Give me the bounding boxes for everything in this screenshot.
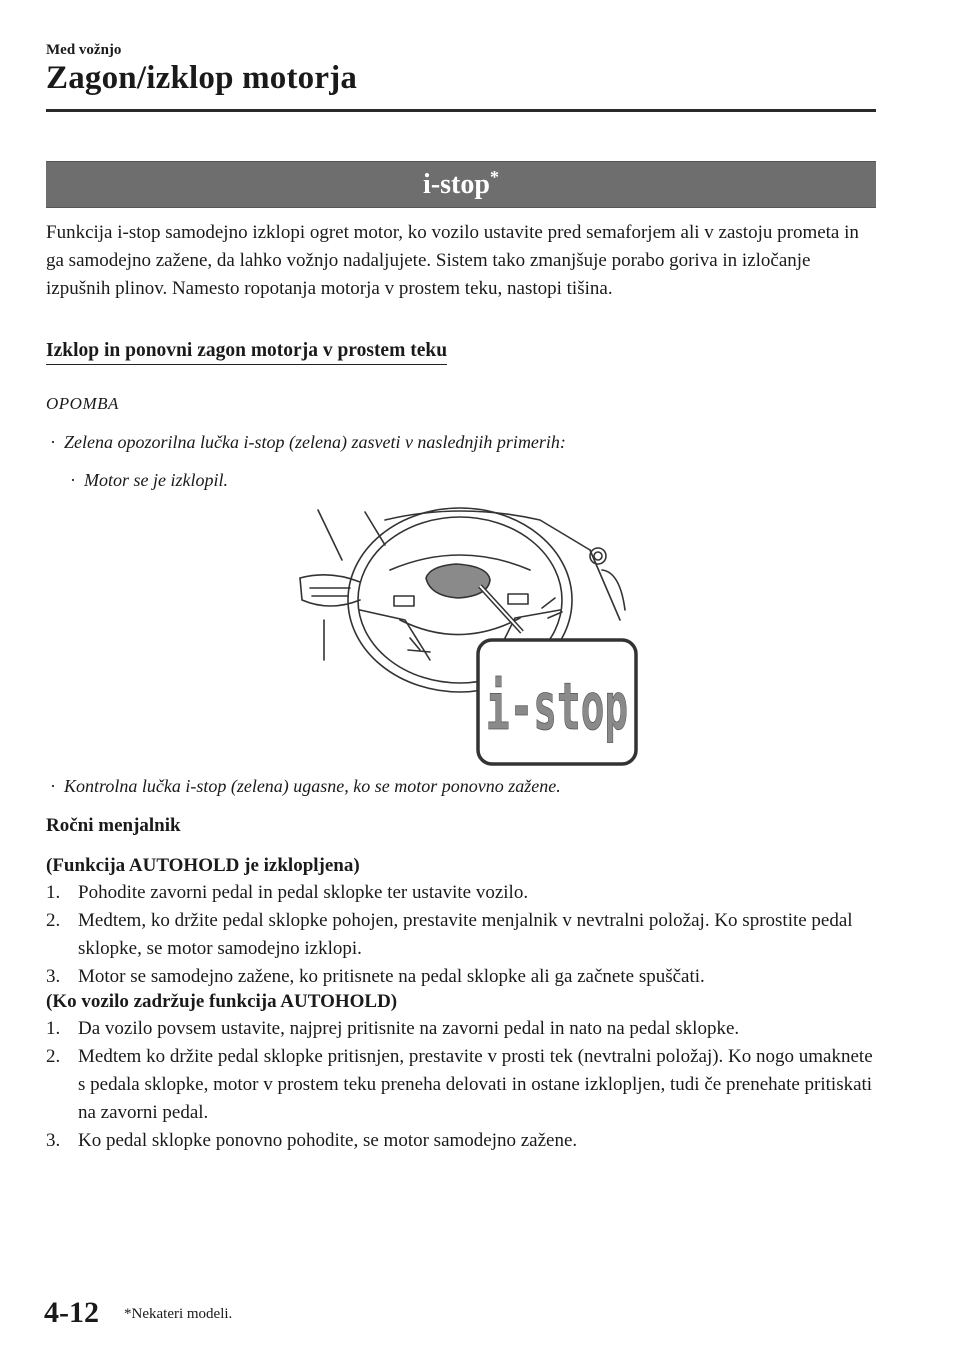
step-number: 3. (46, 1130, 61, 1151)
footnote: *Nekateri modeli. (124, 1306, 233, 1322)
note-bullet (50, 432, 566, 453)
istop-indicator-lamp (426, 564, 490, 598)
title-rule (46, 109, 876, 112)
note-bullet-text: Zelena opozorilna lučka i-stop (zelena) zasveti v naslednjih primerih: (64, 432, 566, 452)
autohold-on-heading: (Ko vozilo zadržuje funkcija AUTOHOLD) (46, 991, 398, 1012)
step-number: 2. (46, 910, 61, 931)
istop-callout-label: i-stop (485, 668, 629, 745)
bullet-dot: · (50, 432, 56, 452)
step-text: Ko pedal sklopke ponovno pohodite, se motor samodejno zažene. (78, 1130, 578, 1151)
step-number: 1. (46, 882, 61, 903)
page-title: Zagon/izklop motorja (46, 60, 358, 96)
step-text: Motor se samodejno zažene, ko pritisnete na pedal sklopke ali ga začnete spuščati. (78, 966, 705, 987)
step-text: Medtem ko držite pedal sklopke pritisnjen, prestavite v prosti tek (nevtralni položaj). Ko nogo umaknete s pedala sklopke, motor v prostem teku preneha delovati in ostane izklopljen, tudi če prenehate pritiskati na zavorni pedal. (78, 1046, 873, 1123)
step-3-group1 (46, 963, 876, 991)
note-bullet (50, 776, 561, 797)
subheading: Izklop in ponovni zagon motorja v prostem teku (46, 340, 447, 365)
intro-paragraph: Funkcija i-stop samodejno izklopi ogret motor, ko vozilo ustavite pred semaforjem ali v zastoju prometa in ga samodejno zažene, da lahko vožnjo nadaljujete. Sistem tako zmanjšuje porabo goriva in izločanje izpušnih plinov. Namesto ropotanja motorja v prostem teku, nastopi tišina. (46, 222, 859, 299)
step-text: Pohodite zavorni pedal in pedal sklopke ter ustavite vozilo. (78, 882, 529, 903)
breadcrumb: Med vožnjo (46, 42, 122, 58)
bullet-dot: · (50, 776, 56, 796)
bullet-dot: · (70, 470, 76, 490)
step-2-group2 (46, 1043, 876, 1127)
manual-transmission-heading: Ročni menjalnik (46, 815, 181, 836)
step-number: 3. (46, 966, 61, 987)
note-bullet-text: Kontrolna lučka i-stop (zelena) ugasne, ko se motor ponovno zažene. (64, 776, 561, 796)
page-number: 4-12 (44, 1296, 99, 1329)
instrument-cluster-illustration (290, 500, 640, 768)
step-text: Da vozilo povsem ustavite, najprej pritisnite na zavorni pedal in nato na pedal sklopke. (78, 1018, 740, 1039)
step-number: 2. (46, 1046, 61, 1067)
section-title-bar (46, 161, 876, 208)
step-number: 1. (46, 1018, 61, 1039)
step-2-group1 (46, 907, 876, 963)
step-text: Medtem, ko držite pedal sklopke pohojen, prestavite menjalnik v nevtralni položaj. Ko sprostite pedal sklopke, se motor samodejno izklopi. (78, 910, 853, 959)
step-1-group2 (46, 1015, 876, 1043)
section-title: i-stop (423, 169, 490, 200)
note-sub-bullet-text: Motor se je izklopil. (84, 470, 228, 490)
step-3-group2 (46, 1127, 876, 1155)
note-title: OPOMBA (46, 394, 119, 413)
model-asterisk: * (489, 167, 499, 187)
autohold-off-heading: (Funkcija AUTOHOLD je izklopljena) (46, 855, 360, 876)
step-1-group1 (46, 879, 876, 907)
note-sub-bullet (70, 470, 228, 491)
